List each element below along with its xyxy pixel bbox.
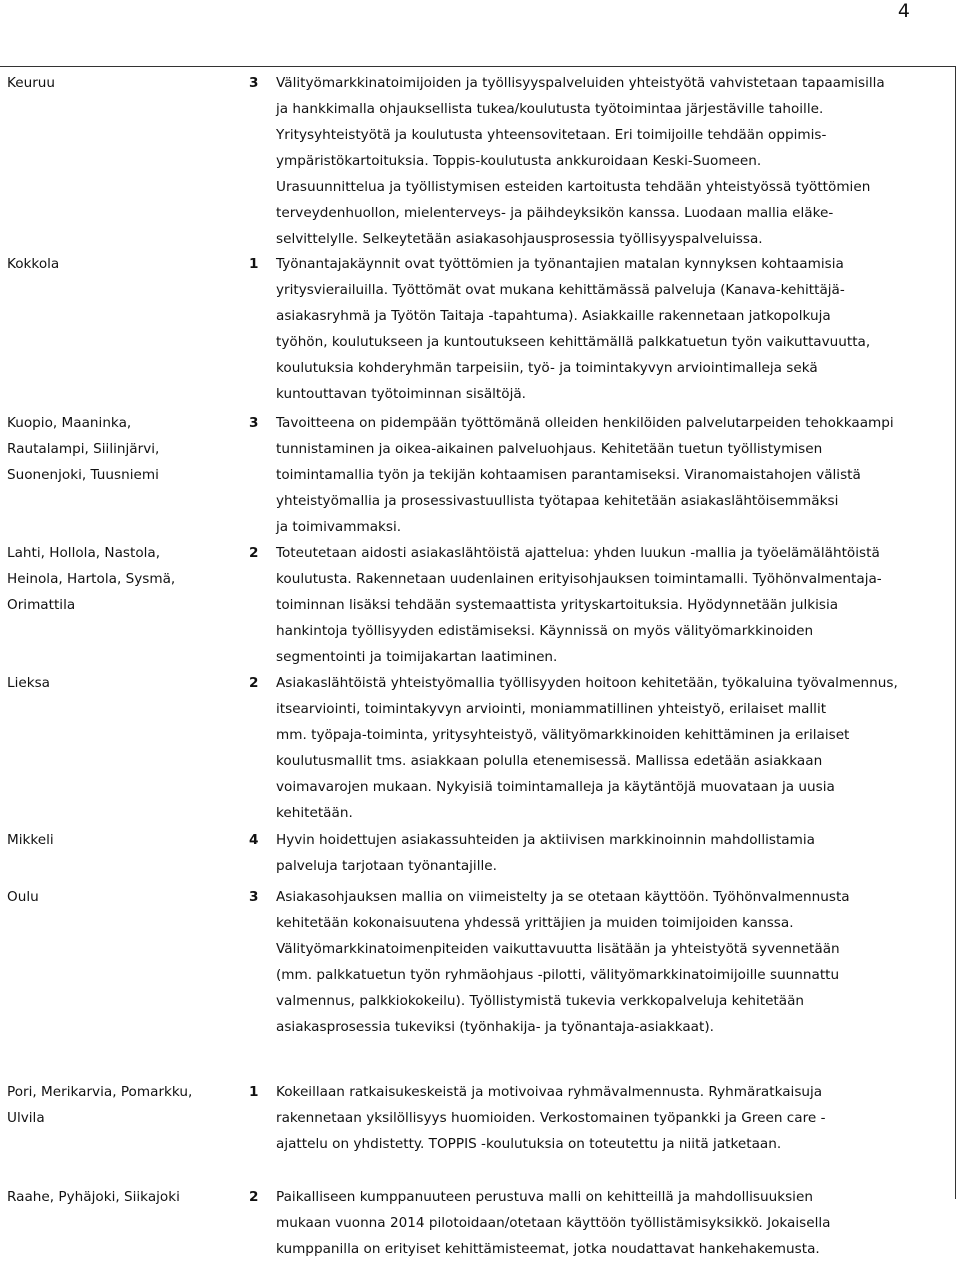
description-line: koulutusmallit tms. asiakkaan polulla etenemisessä. Mallissa edetään asiakkaan [276, 753, 823, 769]
description-line: Hyvin hoidettujen asiakassuhteiden ja aktiivisen markkinoinnin mahdollistamia [276, 832, 815, 848]
description-line: itsearviointi, toimintakyvyn arviointi, moniammatillinen yhteistyö, erilaiset mallit [276, 701, 827, 717]
description-line: koulutuksia kohderyhmän tarpeisiin, työ- ja toimintakyvyn arviointimalleja sekä [276, 360, 818, 376]
description-line: segmentointi ja toimijakartan laatiminen. [276, 649, 558, 665]
municipality-name-line: Suonenjoki, Tuusniemi [7, 467, 159, 483]
page-number: 4 [897, 0, 910, 22]
description-line: voimavarojen mukaan. Nykyisiä toimintamalleja ja käytäntöjä muovataan ja uusia [276, 779, 835, 795]
description-line: Kokeillaan ratkaisukeskeistä ja motivoivaa ryhmävalmennusta. Ryhmäratkaisuja [276, 1084, 823, 1100]
score: 3 [249, 75, 259, 91]
municipality-name [7, 540, 242, 618]
municipality-name-line: Mikkeli [7, 832, 54, 848]
description [276, 670, 946, 826]
description-line: valmennus, palkkiokokeilu). Työllistymistä tukevia verkkopalveluja kehitetään [276, 993, 805, 1009]
description-line: kehitetään. [276, 805, 353, 821]
description-line: palveluja tarjotaan työnantajille. [276, 858, 497, 874]
score: 1 [249, 1084, 259, 1100]
description-line: yritysvierailuilla. Työttömät ovat mukana kehittämässä palveluja (Kanava-kehittäjä- [276, 282, 845, 298]
description-line: kehitetään kokonaisuutena yhdessä yrittäjien ja muiden toimijoiden kanssa. [276, 915, 794, 931]
score: 4 [249, 832, 259, 848]
municipality-name-line: Keuruu [7, 75, 56, 91]
description-line: Urasuunnittelua ja työllistymisen esteiden kartoitusta tehdään yhteistyössä työttömien [276, 179, 871, 195]
description-line: Toteutetaan aidosti asiakaslähtöistä ajattelua: yhden luukun -mallia ja työelämälähtöistä [276, 545, 880, 561]
description-line: kumppanilla on erityiset kehittämisteemat, jotka noudattavat hankehakemusta. [276, 1241, 820, 1257]
municipality-name-line: Kuopio, Maaninka, [7, 415, 132, 431]
municipality-name-line: Pori, Merikarvia, Pomarkku, [7, 1084, 193, 1100]
municipality-name-line: Orimattila [7, 597, 76, 613]
description [276, 884, 946, 1040]
score: 1 [249, 256, 259, 272]
description-line: toiminnan lisäksi tehdään systemaattista yrityskartoituksia. Hyödynnetään julkisia [276, 597, 839, 613]
description-line: rakennetaan yksilöllisyys huomioiden. Verkostomainen työpankki ja Green care - [276, 1110, 826, 1126]
score: 2 [249, 1189, 259, 1205]
description-line: Tavoitteena on pidempään työttömänä olleiden henkilöiden palvelutarpeiden tehokkaampi [276, 415, 894, 431]
description-line: työhön, koulutukseen ja kuntoutukseen kehittämällä palkkatuetun työn vaikuttavuutta, [276, 334, 871, 350]
score: 3 [249, 415, 259, 431]
description [276, 1184, 946, 1262]
description-line: Asiakaslähtöistä yhteistyömallia työllisyyden hoitoon kehitetään, työkaluina työvalmennus, [276, 675, 898, 691]
description [276, 827, 946, 879]
municipality-name [7, 251, 242, 277]
description [276, 1079, 946, 1157]
description-line: tunnistaminen ja oikea-aikainen palveluohjaus. Kehitetään tuetun työllistymisen [276, 441, 823, 457]
municipality-name-line: Kokkola [7, 256, 60, 272]
description-line: ajattelu on yhdistetty. TOPPIS -koulutuksia on toteutettu ja niitä jatketaan. [276, 1136, 782, 1152]
municipality-name [7, 410, 242, 488]
description-line: terveydenhuollon, mielenterveys- ja päihdeyksikön kanssa. Luodaan mallia eläke- [276, 205, 834, 221]
description-line: ja toimivammaksi. [276, 519, 402, 535]
description [276, 410, 946, 540]
municipality-name-line: Lieksa [7, 675, 50, 691]
score: 3 [249, 889, 259, 905]
description-line: Yritysyhteistyötä ja koulutusta yhteensovitetaan. Eri toimijoille tehdään oppimis- [276, 127, 827, 143]
municipality-name-line: Raahe, Pyhäjoki, Siikajoki [7, 1189, 180, 1205]
description-line: Asiakasohjauksen mallia on viimeistelty ja se otetaan käyttöön. Työhönvalmennusta [276, 889, 850, 905]
municipality-name-line: Rautalampi, Siilinjärvi, [7, 441, 160, 457]
description-line: (mm. palkkatuetun työn ryhmäohjaus -pilotti, välityömarkkinatoimijoille suunnattu [276, 967, 840, 983]
description-line: mm. työpaja-toiminta, yritysyhteistyö, välityömarkkinoiden kehittäminen ja erilaiset [276, 727, 850, 743]
description-line: koulutusta. Rakennetaan uudenlainen erityisohjauksen toimintamalli. Työhönvalmentaja- [276, 571, 882, 587]
municipality-name-line: Ulvila [7, 1110, 45, 1126]
description-line: Välityömarkkinatoimenpiteiden vaikuttavuutta lisätään ja yhteistyötä syvennetään [276, 941, 840, 957]
description-line: yhteistyömallia ja prosessivastuullista työtapaa kehitetään asiakaslähtöisemmäksi [276, 493, 839, 509]
description-line: asiakasryhmä ja Työtön Taitaja -tapahtuma). Asiakkaille rakennetaan jatkopolkuja [276, 308, 831, 324]
municipality-name [7, 1079, 242, 1131]
description-line: Työnantajakäynnit ovat työttömien ja työnantajien matalan kynnyksen kohtaamisia [276, 256, 844, 272]
description-line: toimintamallia työn ja tekijän kohtaamisen parantamiseksi. Viranomaistahojen välistä [276, 467, 861, 483]
description-line: Välityömarkkinatoimijoiden ja työllisyyspalveluiden yhteistyötä vahvistetaan tapaamisilla [276, 75, 885, 91]
description [276, 70, 946, 252]
score: 2 [249, 675, 259, 691]
description-line: hankintoja työllisyyden edistämiseksi. Käynnissä on myös välityömarkkinoiden [276, 623, 814, 639]
municipality-table [0, 66, 956, 1257]
municipality-name [7, 70, 242, 96]
description-line: ja hankkimalla ohjauksellista tukea/koulutusta työtoimintaa järjestäville tahoille. [276, 101, 824, 117]
description-line: ympäristökartoituksia. Toppis-koulutusta ankkuroidaan Keski-Suomeen. [276, 153, 762, 169]
description-line: mukaan vuonna 2014 pilotoidaan/otetaan käyttöön työllistämisyksikkö. Jokaisella [276, 1215, 831, 1231]
description-line: asiakasprosessia tukeviksi (työnhakija- ja työnantaja-asiakkaat). [276, 1019, 714, 1035]
municipality-name-line: Lahti, Hollola, Nastola, [7, 545, 161, 561]
score: 2 [249, 545, 259, 561]
description [276, 540, 946, 670]
municipality-name-line: Heinola, Hartola, Sysmä, [7, 571, 176, 587]
municipality-name-line: Oulu [7, 889, 39, 905]
municipality-name [7, 884, 242, 910]
description-line: Paikalliseen kumppanuuteen perustuva malli on kehitteillä ja mahdollisuuksien [276, 1189, 813, 1205]
description-line: selvittelylle. Selkeytetään asiakasohjausprosessia työllisyyspalveluissa. [276, 231, 763, 247]
description-line: kuntouttavan työtoiminnan sisältöjä. [276, 386, 527, 402]
description [276, 251, 946, 407]
municipality-name [7, 827, 242, 853]
municipality-name [7, 670, 242, 696]
municipality-name [7, 1184, 242, 1210]
